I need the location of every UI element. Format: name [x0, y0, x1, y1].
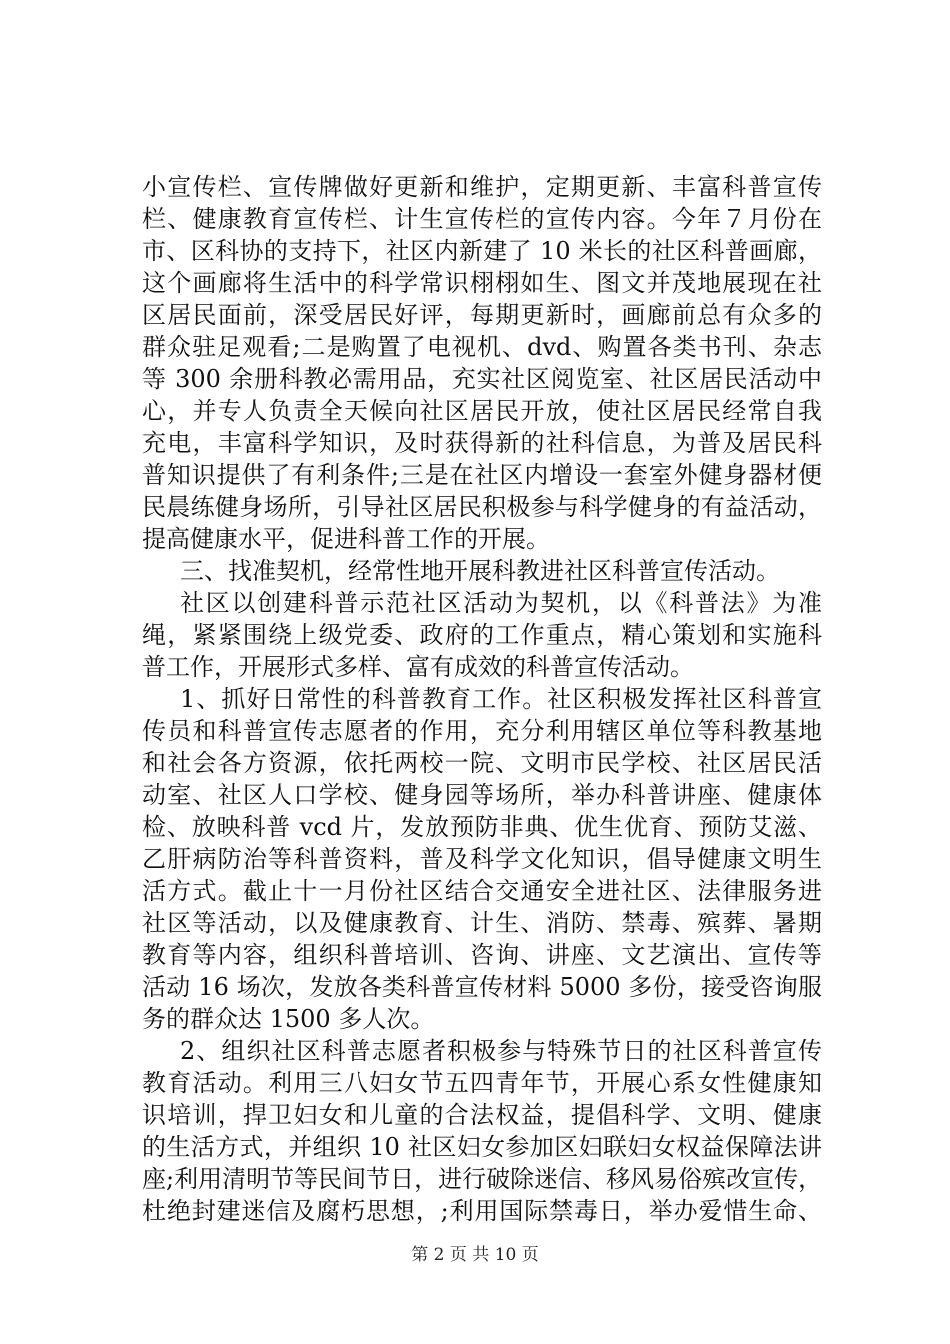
text-line: 群众驻足观看;二是购置了电视机、dvd、购置各类书刊、杂志 [142, 333, 822, 361]
text-line: 绳，紧紧围绕上级党委、政府的工作重点，精心策划和实施科 [142, 621, 822, 649]
text-line: 教育活动。利用三八妇女节五四青年节，开展心系女性健康知 [142, 1069, 822, 1097]
text-line: 2、组织社区科普志愿者积极参与特殊节日的社区科普宣传 [180, 1037, 822, 1065]
text-line: 杜绝封建迷信及腐朽思想，;利用国际禁毒日，举办爱惜生命、 [142, 1197, 822, 1225]
text-line: 1、抓好日常性的科普教育工作。社区积极发挥社区科普宣 [180, 685, 822, 713]
text-line: 活方式。截止十一月份社区结合交通安全进社区、法律服务进 [142, 877, 822, 905]
text-line: 普知识提供了有利条件;三是在社区内增设一套室外健身器材便 [142, 461, 822, 489]
text-line: 市、区科协的支持下，社区内新建了 10 米长的社区科普画廊， [142, 237, 822, 265]
text-line: 乙肝病防治等科普资料，普及科学文化知识，倡导健康文明生 [142, 845, 822, 873]
text-line: 充电，丰富科学知识，及时获得新的社科信息，为普及居民科 [142, 429, 822, 457]
text-line: 动室、社区人口学校、健身园等场所，举办科普讲座、健康体 [142, 781, 822, 809]
text-line: 务的群众达 1500 多人次。 [142, 1005, 435, 1033]
text-line: 栏、健康教育宣传栏、计生宣传栏的宣传内容。今年７月份在 [142, 205, 822, 233]
text-line: 识培训，捍卫妇女和儿童的合法权益，提倡科学、文明、健康 [142, 1101, 822, 1129]
text-line: 民晨练健身场所，引导社区居民积极参与科学健身的有益活动， [142, 493, 822, 521]
text-line: 社区等活动，以及健康教育、计生、消防、禁毒、殡葬、暑期 [142, 909, 822, 937]
text-line: 区居民面前，深受居民好评，每期更新时，画廊前总有众多的 [142, 301, 822, 329]
text-line: 心，并专人负责全天候向社区居民开放，使社区居民经常自我 [142, 397, 822, 425]
text-line: 社区以创建科普示范社区活动为契机，以《科普法》为准 [180, 589, 822, 617]
text-line: 等 300 余册科教必需用品，充实社区阅览室、社区居民活动中 [142, 365, 822, 393]
section-heading: 三、找准契机，经常性地开展科教进社区科普宣传活动。 [180, 557, 780, 585]
text-line: 检、放映科普 vcd 片，发放预防非典、优生优育、预防艾滋、 [142, 813, 822, 841]
document-body [142, 171, 822, 1227]
text-line: 教育等内容，组织科普培训、咨询、讲座、文艺演出、宣传等 [142, 941, 822, 969]
text-line: 活动 16 场次，发放各类科普宣传材料 5000 多份，接受咨询服 [142, 973, 822, 1001]
text-line: 提高健康水平，促进科普工作的开展。 [142, 525, 550, 553]
text-line: 传员和科普宣传志愿者的作用，充分利用辖区单位等科教基地 [142, 717, 822, 745]
text-line: 的生活方式，并组织 10 社区妇女参加区妇联妇女权益保障法讲 [142, 1133, 822, 1161]
text-line: 座;利用清明节等民间节日，进行破除迷信、移风易俗殡改宣传， [142, 1165, 823, 1193]
page-number-footer: 第 2 页 共 10 页 [411, 1245, 539, 1265]
text-line: 普工作，开展形式多样、富有成效的科普宣传活动。 [142, 653, 694, 681]
text-line: 小宣传栏、宣传牌做好更新和维护，定期更新、丰富科普宣传 [142, 173, 822, 201]
text-line: 这个画廊将生活中的科学常识栩栩如生、图文并茂地展现在社 [142, 269, 822, 297]
text-line: 和社会各方资源，依托两校一院、文明市民学校、社区居民活 [142, 749, 822, 777]
